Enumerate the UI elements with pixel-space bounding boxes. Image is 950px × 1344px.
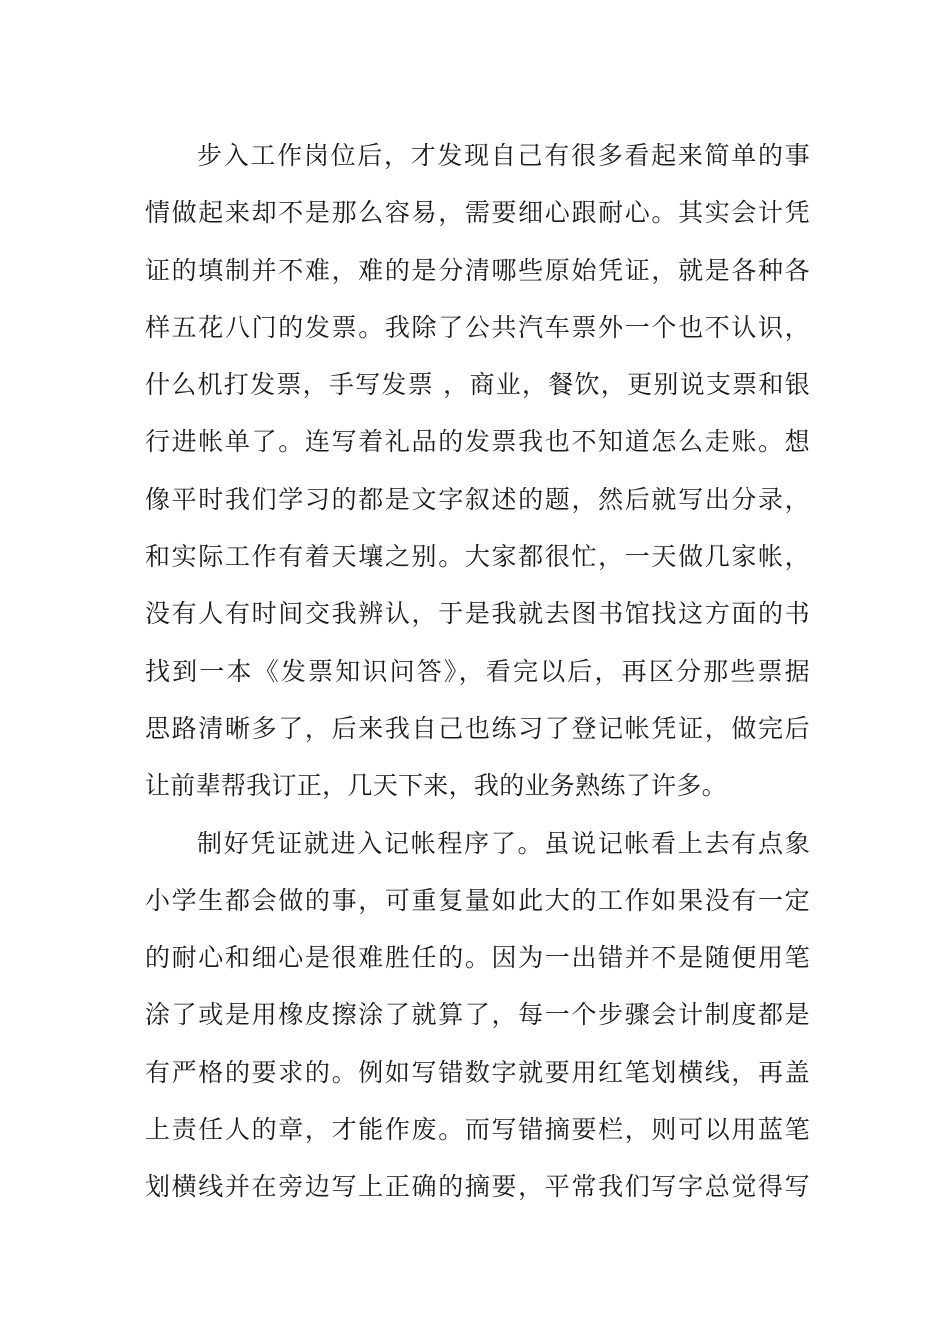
text-line: 有严格的要求的。例如写错数字就要用红笔划横线，再盖 xyxy=(145,1057,810,1087)
text-line: 和实际工作有着天壤之别。大家都很忙，一天做几家帐， xyxy=(145,542,810,572)
text-line: 涂了或是用橡皮擦涂了就算了，每一个步骤会计制度都是 xyxy=(145,1000,810,1030)
text-line: 思路清晰多了，后来我自己也练习了登记帐凭证，做完后 xyxy=(145,713,810,743)
text-line: 像平时我们学习的都是文字叙述的题，然后就写出分录， xyxy=(145,484,810,514)
text-line: 上责任人的章，才能作废。而写错摘要栏，则可以用蓝笔 xyxy=(145,1115,810,1145)
paragraph-1 xyxy=(145,127,810,815)
text-line: 情做起来却不是那么容易，需要细心跟耐心。其实会计凭 xyxy=(145,198,810,228)
text-line: 步入工作岗位后，才发现自己有很多看起来简单的事 xyxy=(197,141,810,170)
text-line: 的耐心和细心是很难胜任的。因为一出错并不是随便用笔 xyxy=(145,943,810,973)
text-line: 划横线并在旁边写上正确的摘要，平常我们写字总觉得写 xyxy=(145,1172,810,1202)
text-line: 证的填制并不难，难的是分清哪些原始凭证，就是各种各 xyxy=(145,255,810,285)
text-line: 没有人有时间交我辨认，于是我就去图书馆找这方面的书 xyxy=(145,599,810,629)
text-line: 制好凭证就进入记帐程序了。虽说记帐看上去有点象 xyxy=(197,828,810,858)
body-text xyxy=(145,127,810,1216)
text-line: 行进帐单了。连写着礼品的发票我也不知道怎么走账。想 xyxy=(145,427,810,457)
text-line: 让前辈帮我订正，几天下来，我的业务熟练了许多。 xyxy=(145,771,727,801)
text-line: 找到一本《发票知识问答》，看完以后，再区分那些票据 xyxy=(145,656,810,686)
text-line: 什么机打发票，手写发票 ，商业，餐饮，更别说支票和银 xyxy=(145,370,810,400)
text-line: 小学生都会做的事，可重复量如此大的工作如果没有一定 xyxy=(145,885,810,915)
paragraph-2 xyxy=(145,815,810,1216)
text-line: 样五花八门的发票。我除了公共汽车票外一个也不认识， xyxy=(145,312,810,342)
